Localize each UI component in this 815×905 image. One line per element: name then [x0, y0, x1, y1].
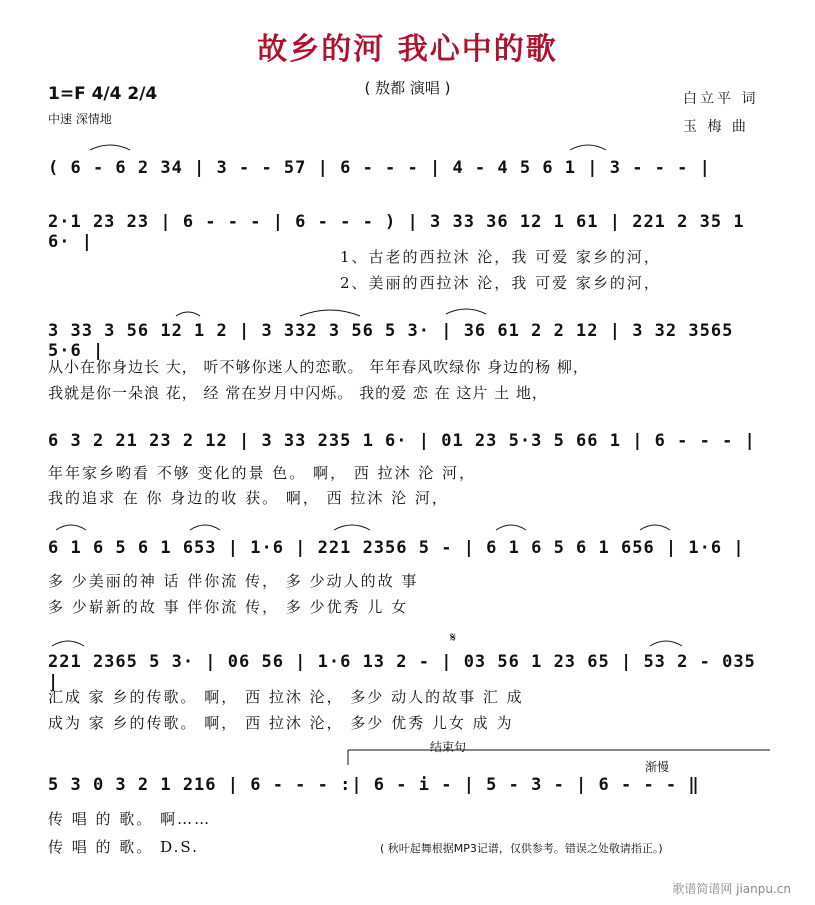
- tie-7: [190, 525, 220, 530]
- notation-line-6: 221 2365 5 3· | 06 56 | 1·6 13 2 - | 03 56 1 23 65 | 53 2 - 035 |: [48, 652, 756, 692]
- lyric-line-7b: 传 唱 的 歌。 D.S.: [48, 838, 199, 856]
- tempo-marking: 中速 深情地: [48, 112, 112, 126]
- tie-3: [446, 309, 486, 314]
- tie-2: [570, 145, 606, 150]
- key-signature: 1=F 4/4 2/4: [48, 84, 158, 104]
- tie-1: [90, 145, 130, 150]
- lyric-line-6a: 汇成 家 乡的传歌。 啊， 西 拉沐 沦， 多少 动人的故事 汇 成: [48, 688, 524, 706]
- tie-6: [56, 525, 86, 530]
- lyric-line-4b: 我的追求 在 你 身边的收 获。 啊， 西 拉沐 沦 河，: [48, 489, 449, 507]
- tie-10: [640, 525, 670, 530]
- notation-line-2: 2·1 23 23 | 6 - - - | 6 - - - ) | 3 33 36 12 1 61 | 221 2 35 1 6· |: [48, 212, 745, 252]
- ending-label: 结束句: [430, 740, 467, 754]
- watermark: 歌谱简谱网 jianpu.cn: [672, 882, 791, 896]
- tie-5: [300, 310, 360, 316]
- tie-4: [176, 312, 200, 316]
- lyric-line-2a: 1、古老的西拉沐 沦，我 可爱 家乡的河，: [340, 248, 661, 266]
- performer: ( 敖都 演唱 ): [364, 79, 451, 97]
- notation-line-5: 6 1 6 5 6 1 653 | 1·6 | 221 2356 5 - | 6 1 6 5 6 1 656 | 1·6 |: [48, 538, 745, 558]
- lyric-line-5a: 多 少美丽的神 话 伴你流 传， 多 少动人的故 事: [48, 572, 419, 590]
- lyricist: 白立平 词: [683, 91, 759, 107]
- lyric-line-7a: 传 唱 的 歌。 啊……: [48, 810, 212, 828]
- lyric-line-3a: 从小在你身边长 大， 听不够你迷人的恋歌。 年年春风吹绿你 身边的杨 柳，: [48, 358, 589, 376]
- notation-line-3: 3 33 3 56 12 1 2 | 3 332 3 56 5 3· | 36 61 2 2 12 | 3 32 3565 5·6 |: [48, 321, 734, 361]
- ritardando-label: 渐慢: [645, 760, 670, 774]
- tie-8: [334, 525, 370, 530]
- notation-line-1: ( 6 - 6 2 34 | 3 - - 57 | 6 - - - | 4 - 4 5 6 1 | 3 - - - |: [48, 158, 711, 178]
- tie-12: [650, 641, 682, 646]
- lyric-line-4a: 年年家乡哟看 不够 变化的景 色。 啊， 西 拉沐 沦 河，: [48, 464, 477, 482]
- lyric-line-5b: 多 少崭新的故 事 伴你流 传， 多 少优秀 儿 女: [48, 598, 409, 616]
- notation-line-7: 5 3 0 3 2 1 216 | 6 - - - :| 6 - i - | 5 - 3 - | 6 - - - ‖: [48, 775, 700, 795]
- transcription-note: ( 秋叶起舞根据MP3记谱，仅供参考。错误之处敬请指正。): [380, 842, 663, 855]
- lyric-line-6b: 成为 家 乡的传歌。 啊， 西 拉沐 沦， 多少 优秀 儿女 成 为: [48, 714, 514, 732]
- segno-mark: 𝄋: [450, 630, 457, 646]
- lyric-line-3b: 我就是你一朵浪 花， 经 常在岁月中闪烁。 我的爱 恋 在 这片 土 地，: [48, 384, 548, 402]
- song-title: 故乡的河 我心中的歌: [257, 32, 558, 67]
- lyric-line-2b: 2、美丽的西拉沐 沦，我 可爱 家乡的河，: [340, 274, 661, 292]
- composer: 玉 梅 曲: [683, 119, 749, 135]
- tie-11: [52, 641, 84, 646]
- notation-line-4: 6 3 2 21 23 2 12 | 3 33 235 1 6· | 01 23 5·3 5 66 1 | 6 - - - |: [48, 431, 756, 451]
- tie-9: [496, 525, 526, 530]
